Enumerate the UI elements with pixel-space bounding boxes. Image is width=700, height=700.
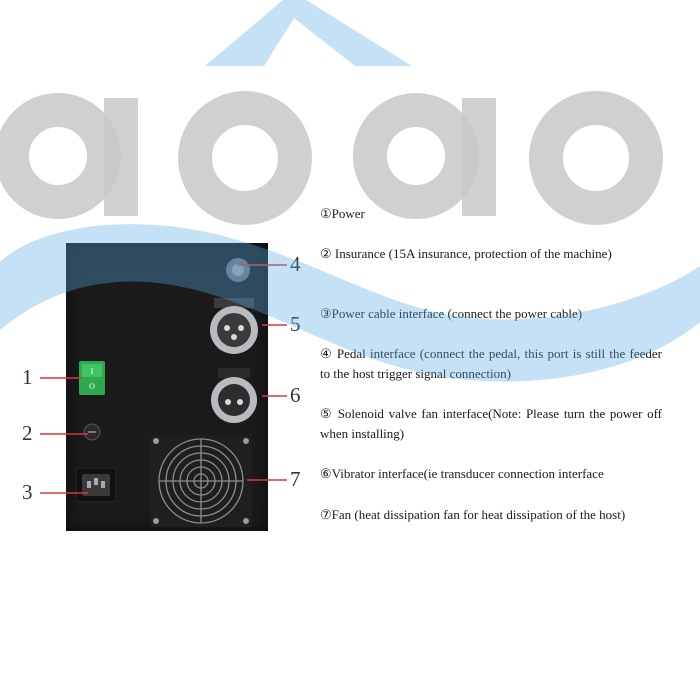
legend-item-power-cable: ③Power cable interface (connect the power cable) [320, 306, 583, 321]
callout-number-3: 3 [22, 480, 33, 504]
callout-number-6: 6 [290, 383, 301, 407]
legend-item-solenoid: ⑤ Solenoid valve fan interface(Note: Please turn the power off when installing) [320, 406, 662, 441]
callout-number-2: 2 [22, 421, 33, 445]
svg-text:O: O [89, 382, 95, 391]
legend-item-insurance: ② Insurance (15A insurance, protection of the machine) [320, 246, 612, 261]
callout-number-7: 7 [290, 467, 301, 491]
legend-item-power: ①Power [320, 206, 365, 221]
legend-item-pedal: ④ Pedal interface (connect the pedal, this port is still the feeder to the host trigger signal connection) [320, 346, 662, 381]
callout-number-5: 5 [290, 312, 301, 336]
svg-text:I: I [90, 367, 94, 376]
callout-number-1: 1 [22, 365, 33, 389]
callout-number-4: 4 [290, 252, 301, 276]
legend-item-fan: ⑦Fan (heat dissipation fan for heat dissipation of the host) [320, 507, 626, 522]
legend-item-vibrator: ⑥Vibrator interface(ie transducer connection interface [320, 466, 604, 481]
